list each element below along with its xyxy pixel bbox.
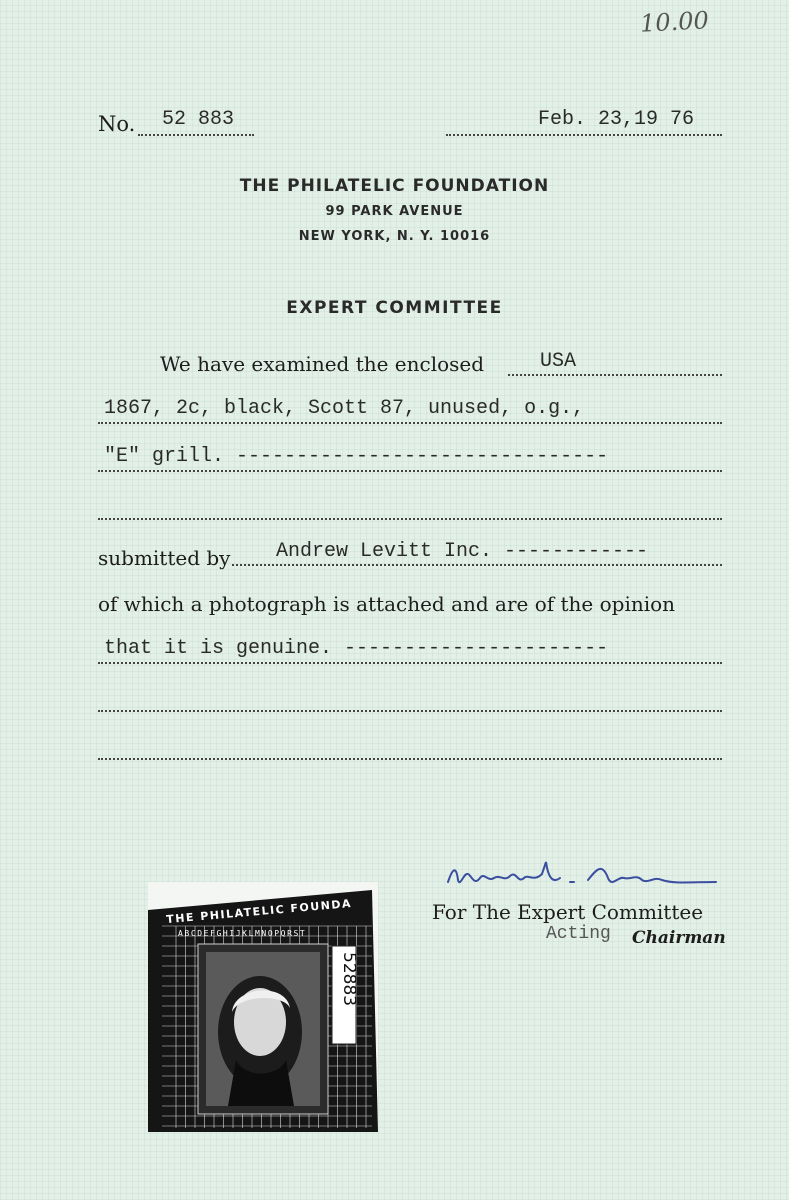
examined-value: USA (540, 350, 577, 373)
for-committee-text: For The Expert Committee (432, 900, 704, 924)
date-field (446, 108, 722, 136)
blank-line-2 (98, 722, 722, 760)
stamp-letter-scale: ABCDEFGHIJKLMNOPQRST (178, 929, 307, 938)
committee-title: EXPERT COMMITTEE (286, 298, 503, 318)
opinion-text: that it is genuine. ---------------------- (104, 637, 609, 660)
desc-line-3 (98, 482, 722, 520)
desc-line-1 (98, 386, 722, 424)
blank-line-1 (98, 674, 722, 712)
submitted-field (232, 540, 722, 566)
submitted-label: submitted by (98, 546, 231, 570)
examined-field (508, 350, 722, 376)
cert-no-label: No. (98, 112, 136, 136)
photo-text: of which a photograph is attached and are of the opinion (98, 592, 676, 616)
chairman-text: Chairman (632, 928, 726, 948)
stamp-banner: THE PHILATELIC FOUNDA (165, 896, 353, 927)
desc-line-2-text: "E" grill. ------------------------------- (104, 445, 609, 468)
org-street: 99 PARK AVENUE (325, 204, 464, 219)
stamp-photograph (148, 882, 378, 1132)
opinion-line (98, 626, 722, 664)
examined-label: We have examined the enclosed (160, 352, 485, 376)
org-name: THE PHILATELIC FOUNDATION (239, 176, 550, 196)
chairman-signature (438, 852, 728, 900)
desc-line-1-text: 1867, 2c, black, Scott 87, unused, o.g., (104, 397, 585, 420)
cert-no-value: 52 883 (162, 108, 235, 131)
org-city: NEW YORK, N. Y. 10016 (298, 229, 491, 244)
cert-no-field (138, 108, 254, 136)
stamp-cert-number: 52883 (339, 952, 359, 1007)
pencil-price-note: 10.00 (639, 6, 710, 38)
acting-text: Acting (546, 924, 611, 944)
date-value: Feb. 23,19 76 (538, 108, 695, 131)
submitted-value: Andrew Levitt Inc. ------------ (276, 540, 649, 563)
desc-line-2 (98, 434, 722, 472)
